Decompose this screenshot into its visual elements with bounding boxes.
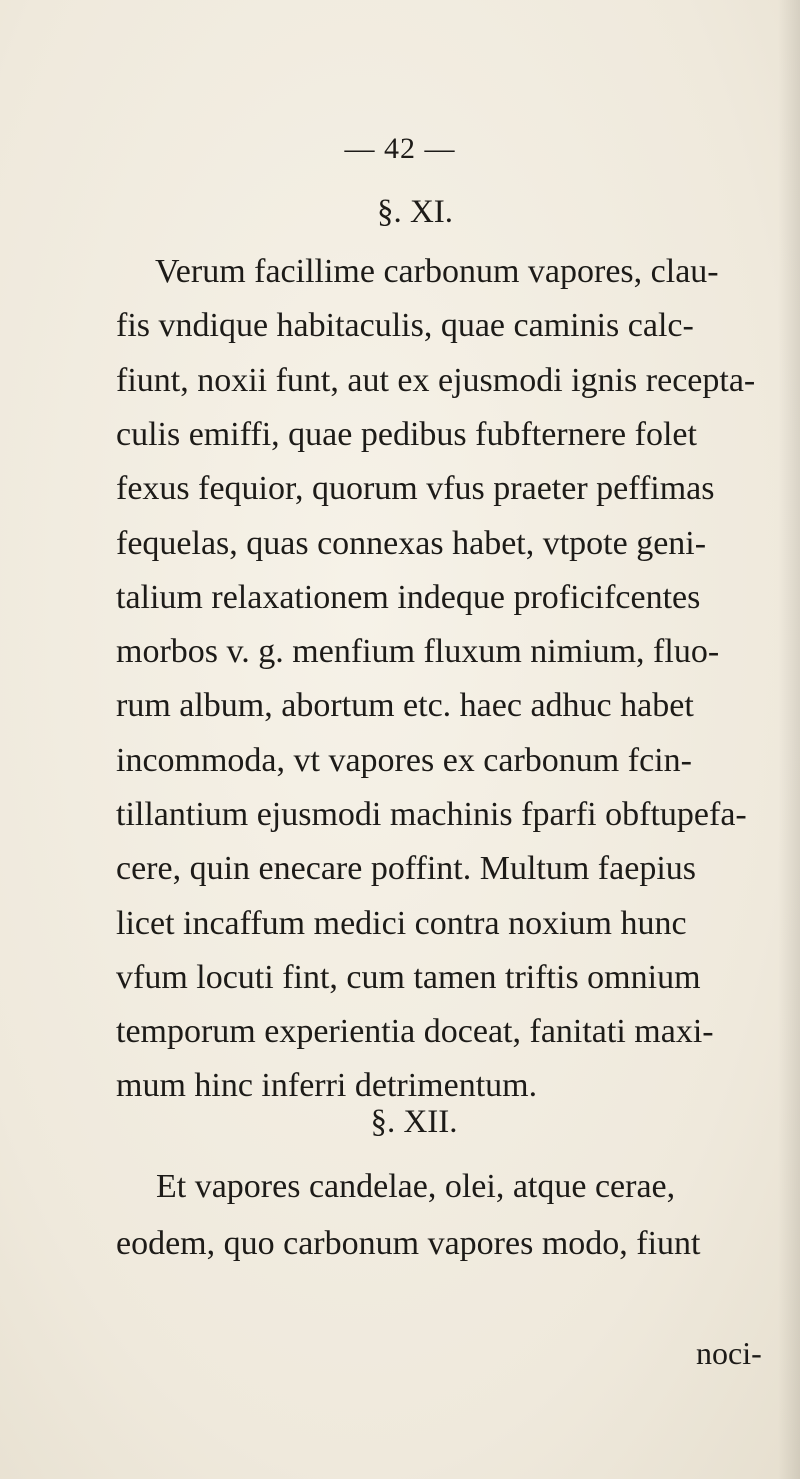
text-line: fis vndique habitaculis, quae caminis calc- — [116, 307, 694, 344]
text-line: cere, quin enecare poffint. Multum faepius — [116, 850, 696, 887]
text-line: Verum facillime carbonum vapores, clau- — [155, 253, 719, 290]
text-line: culis emiffi, quae pedibus fubfternere folet — [116, 416, 697, 453]
page-number-header: — 42 — — [344, 132, 456, 165]
text-line: fiunt, noxii funt, aut ex ejusmodi ignis recepta- — [116, 362, 756, 399]
section-heading-xii: §. XII. — [370, 1104, 458, 1140]
text-line: mum hinc inferri detrimentum. — [116, 1067, 538, 1104]
text-line: vfum locuti fint, cum tamen triftis omnium — [116, 959, 701, 996]
text-line: tillantium ejusmodi machinis fparfi obftupefa- — [116, 796, 747, 833]
section-heading-xi: §. XI. — [376, 194, 454, 230]
text-line: fequelas, quas connexas habet, vtpote geni- — [116, 525, 707, 562]
catchword: noci- — [696, 1335, 762, 1371]
text-line: licet incaffum medici contra noxium hunc — [116, 905, 687, 942]
text-line: morbos v. g. menfium fluxum nimium, fluo- — [116, 633, 720, 670]
text-line: rum album, abortum etc. haec adhuc habet — [116, 687, 694, 724]
text-line: fexus fequior, quorum vfus praeter peffimas — [116, 470, 715, 507]
text-line: incommoda, vt vapores ex carbonum fcin- — [116, 742, 692, 779]
text-line: eodem, quo carbonum vapores modo, fiunt — [116, 1225, 701, 1262]
text-line: Et vapores candelae, olei, atque cerae, — [156, 1168, 676, 1205]
text-line: talium relaxationem indeque proficifcentes — [116, 579, 701, 616]
text-line: temporum experientia doceat, fanitati maxi- — [116, 1013, 714, 1050]
